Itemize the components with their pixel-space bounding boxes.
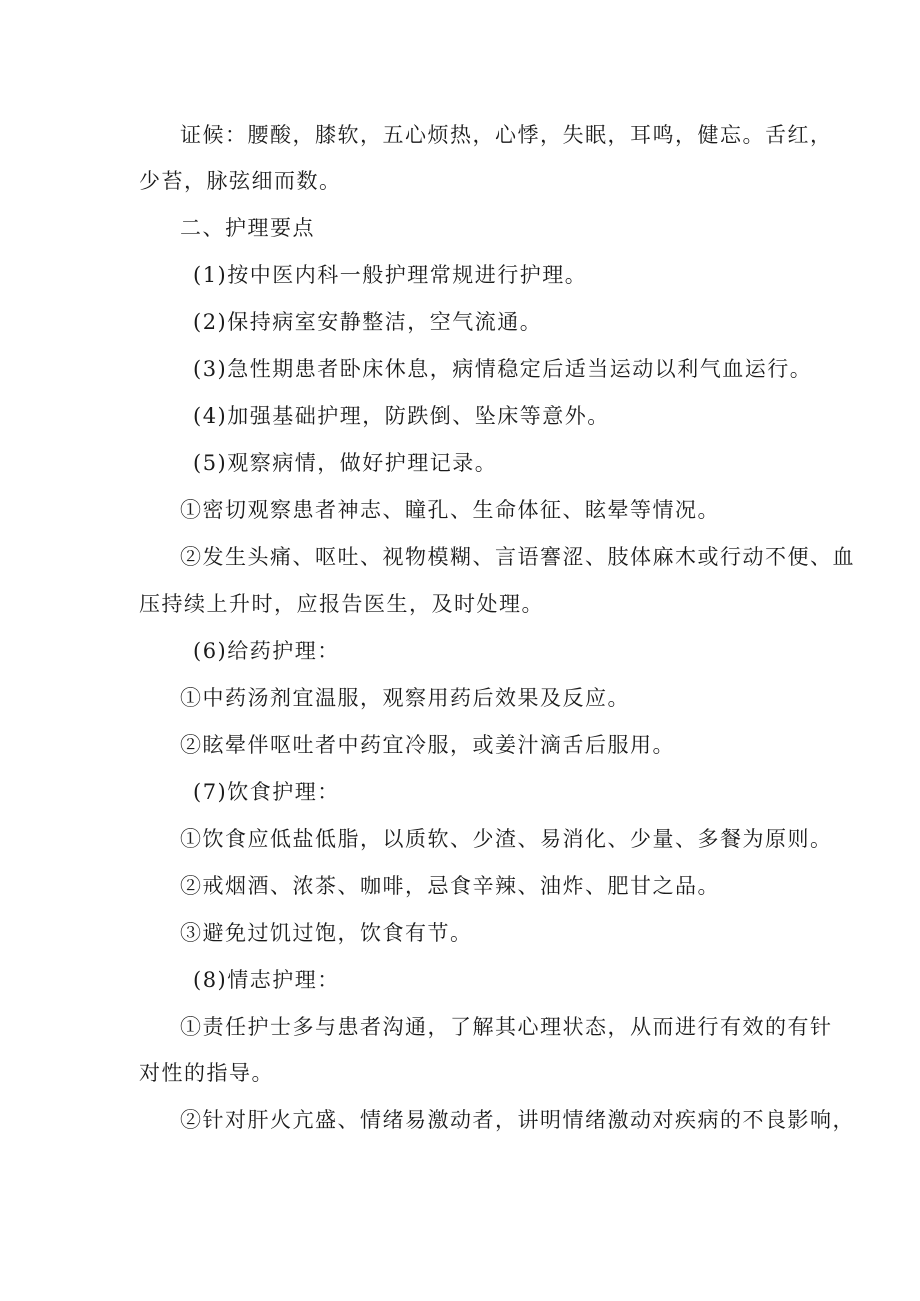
item-5-sub-1: ①密切观察患者神志、瞳孔、生命体征、眩晕等情况。: [180, 498, 720, 522]
item-6: (6)给药护理：: [193, 639, 340, 663]
item-5: (5)观察病情，做好护理记录。: [193, 451, 498, 475]
item-8: (8)情志护理：: [193, 968, 340, 992]
item-5-sub-2-line-1: ②发生头痛、呕吐、视物模糊、言语謇涩、肢体麻木或行动不便、血: [180, 545, 855, 569]
symptoms-line-2: 少苔，脉弦细而数。: [139, 169, 342, 193]
item-4: (4)加强基础护理，防跌倒、坠床等意外。: [193, 404, 610, 428]
item-6-sub-1: ①中药汤剂宜温服，观察用药后效果及反应。: [180, 686, 630, 710]
item-6-sub-2: ②眩晕伴呕吐者中药宜冷服，或姜汁滴舌后服用。: [180, 733, 675, 757]
item-7-sub-2: ②戒烟酒、浓茶、咖啡，忌食辛辣、油炸、肥甘之品。: [180, 874, 720, 898]
item-7: (7)饮食护理：: [193, 780, 340, 804]
item-1: (1)按中医内科一般护理常规进行护理。: [193, 263, 588, 287]
item-7-sub-1: ①饮食应低盐低脂，以质软、少渣、易消化、少量、多餐为原则。: [180, 827, 833, 851]
item-8-sub-1-line-2: 对性的指导。: [139, 1061, 274, 1085]
item-3: (3)急性期患者卧床休息，病情稳定后适当运动以利气血运行。: [193, 357, 813, 381]
section-heading: 二、护理要点: [180, 216, 315, 240]
item-8-sub-1-line-1: ①责任护士多与患者沟通，了解其心理状态，从而进行有效的有针: [180, 1015, 833, 1039]
item-2: (2)保持病室安静整洁，空气流通。: [193, 310, 543, 334]
symptoms-line-1: 证候：腰酸，膝软，五心烦热，心悸，失眠，耳鸣，健忘。舌红，: [180, 123, 833, 147]
item-7-sub-3: ③避免过饥过饱，饮食有节。: [180, 921, 473, 945]
item-8-sub-2-line-1: ②针对肝火亢盛、情绪易激动者，讲明情绪激动对疾病的不良影响，: [180, 1108, 855, 1132]
item-5-sub-2-line-2: 压持续上升时，应报告医生，及时处理。: [139, 592, 544, 616]
